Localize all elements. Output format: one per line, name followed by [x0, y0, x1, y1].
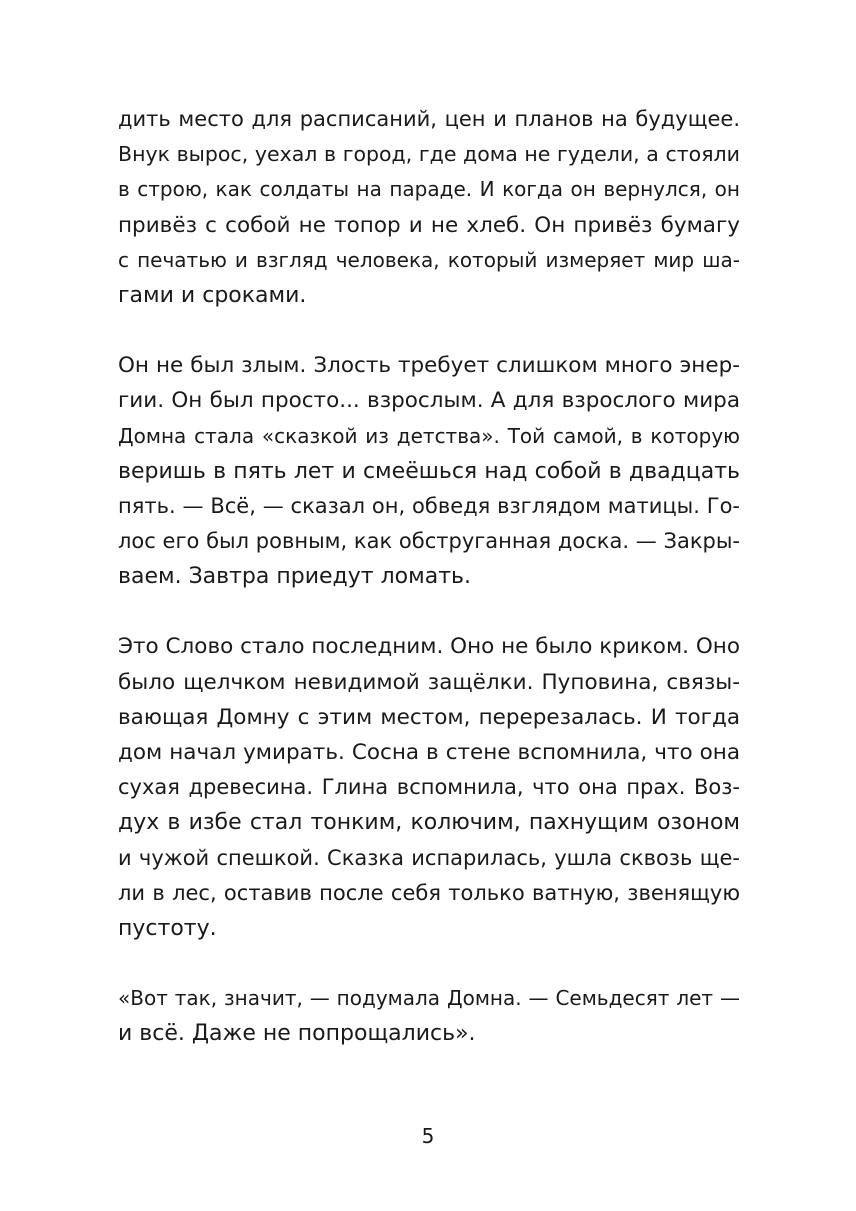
- text-line: в строю, как солдаты на параде. И когда он вернулся, он: [118, 177, 740, 202]
- text-line: лос его был ровным, как обструганная доска. — Закры-: [118, 529, 740, 554]
- text-line: Это Слово стало последним. Оно не было криком. Оно: [118, 634, 740, 660]
- page-number: 5: [421, 1124, 435, 1148]
- text-line: и чужой спешкой. Сказка испарилась, ушла сквозь ще-: [118, 845, 740, 870]
- paragraph-1: [118, 102, 740, 313]
- text-line: ли в лес, оставив после себя только ватную, звенящую: [118, 880, 740, 905]
- text-line: гами и сроками.: [118, 282, 307, 308]
- text-line: пять. — Всё, — сказал он, обведя взглядом матицы. Го-: [118, 493, 740, 518]
- text-line: гии. Он был просто... взрослым. А для взрослого мира: [118, 388, 740, 414]
- text-line: вающая Домну с этим местом, перерезалась. И тогда: [118, 704, 740, 730]
- text-line: дух в избе стал тонким, колючим, пахнущим озоном: [118, 810, 740, 836]
- text-line: веришь в пять лет и смеёшься над собой в двадцать: [118, 458, 740, 484]
- text-line: Он не был злым. Злость требует слишком много энер-: [118, 353, 740, 379]
- text-line: «Вот так, значит, — подумала Домна. — Семьдесят лет —: [118, 986, 740, 1011]
- text-line: сухая древесина. Глина вспомнила, что она прах. Воз-: [118, 775, 740, 800]
- text-line: Внук вырос, уехал в город, где дома не гудели, а стояли: [118, 142, 740, 167]
- text-line: дить место для расписаний, цен и планов на будущее.: [118, 107, 740, 131]
- paragraph-3: [118, 629, 740, 946]
- page-body: [118, 102, 740, 1087]
- text-line: дом начал умирать. Сосна в стене вспомнила, что она: [118, 740, 740, 765]
- text-line: было щелчком невидимой защёлки. Пуповина, связы-: [118, 669, 740, 695]
- text-line: пустоту.: [118, 915, 217, 941]
- text-line: Домна стала «сказкой из детства». Той самой, в которую: [118, 423, 740, 448]
- text-line: с печатью и взгляд человека, который измеряет мир ша-: [118, 247, 740, 272]
- paragraph-2: [118, 348, 740, 594]
- paragraph-4: [118, 981, 740, 1051]
- text-line: ваем. Завтра приедут ломать.: [118, 564, 471, 590]
- text-line: и всё. Даже не попрощались».: [118, 1021, 476, 1047]
- text-line: привёз с собой не топор и не хлеб. Он привёз бумагу: [118, 212, 740, 238]
